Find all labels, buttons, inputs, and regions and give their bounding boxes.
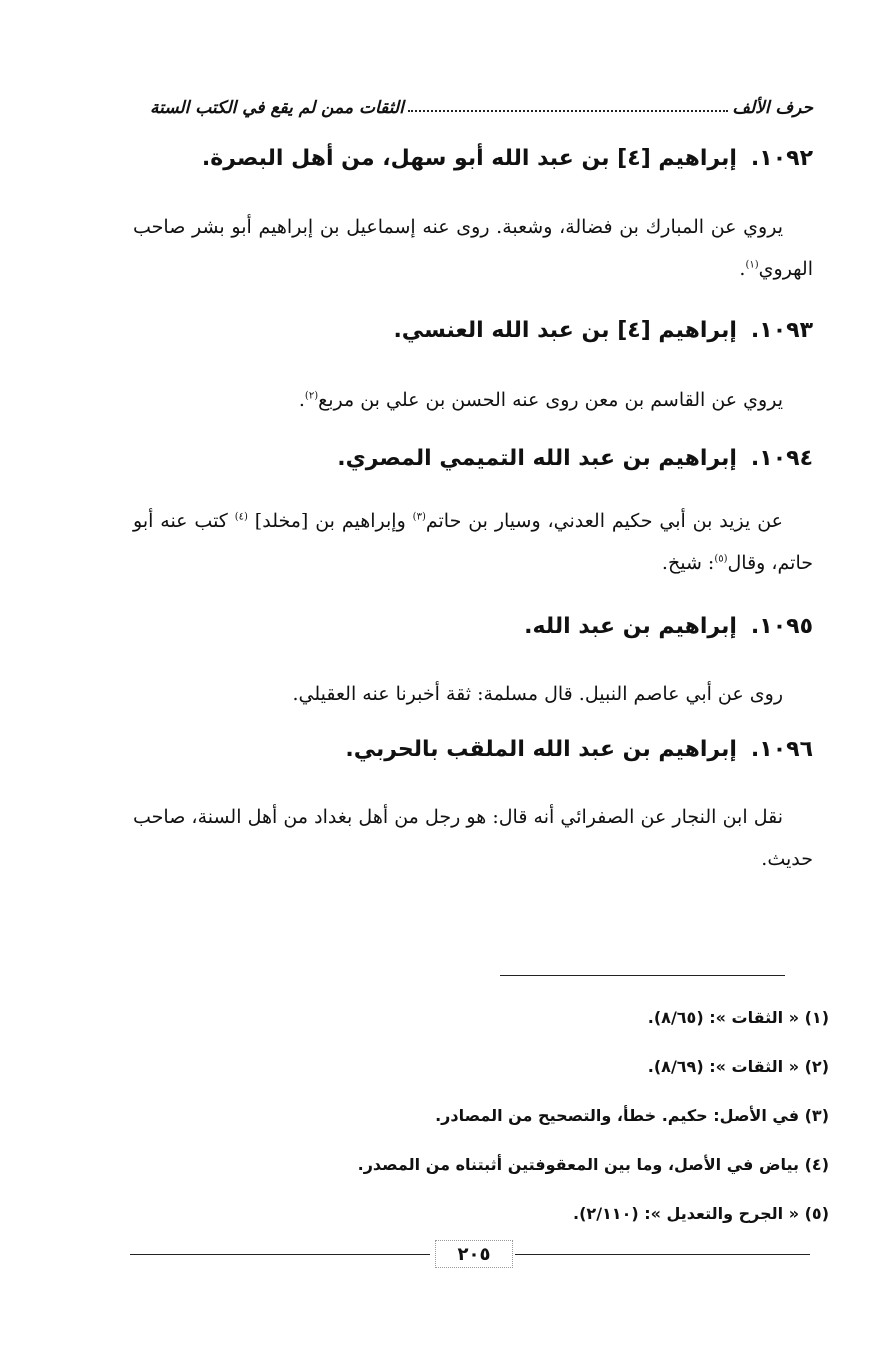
footnote-separator <box>500 975 785 976</box>
footnote-ref: (٢) <box>304 390 319 402</box>
entry-title: إبراهيم بن عبد الله التميمي المصري. <box>337 446 737 471</box>
running-head-dots <box>408 110 729 112</box>
entry-number: ١٠٩٦. <box>750 737 813 762</box>
entry-body <box>133 379 813 421</box>
entry-title: إبراهيم [٤] بن عبد الله أبو سهل، من أهل البصرة. <box>201 146 737 171</box>
entry-text: عن يزيد بن أبي حكيم العدني، وسيار بن حاتم <box>425 510 783 532</box>
entry-body <box>133 796 813 880</box>
entry-title: إبراهيم [٤] بن عبد الله العنسي. <box>393 318 737 343</box>
entry-heading <box>345 737 813 762</box>
footnote-4: (٤) بياض في الأصل، وما بين المعقوفتين أثبتناه من المصدر. <box>357 1155 829 1174</box>
entry-text: كتب عنه أبو حاتم، وقال <box>133 510 813 574</box>
page-number: ٢٠٥ <box>435 1240 513 1268</box>
entry-text-end: : شيخ. <box>661 552 715 574</box>
entry-text-end: . <box>739 258 746 280</box>
entry-text: وإبراهيم بن [مخلد] <box>247 510 413 532</box>
entry-number: ١٠٩٢. <box>750 146 813 171</box>
footer-rule-left <box>130 1254 430 1255</box>
footnote-ref: (٣) <box>412 511 426 523</box>
entry-number: ١٠٩٣. <box>750 318 813 343</box>
footnote-ref: (١) <box>745 259 759 271</box>
footnote-ref: (٤) <box>234 511 248 523</box>
entry-number: ١٠٩٤. <box>750 446 813 471</box>
footnote-3: (٣) في الأصل: حكيم. خطأ، والتصحيح من المصادر. <box>435 1106 829 1125</box>
running-head <box>150 88 813 118</box>
entry-title: إبراهيم بن عبد الله. <box>524 614 737 639</box>
footnote-ref: (٥) <box>714 553 728 565</box>
footer-rule-right <box>515 1254 810 1255</box>
entry-text: يروي عن المبارك بن فضالة، وشعبة. روى عنه إسماعيل بن إبراهيم أبو بشر صاحب الهروي <box>133 216 813 280</box>
entry-body <box>133 673 813 715</box>
entry-body <box>133 206 813 290</box>
running-head-book-title: الثقات ممن لم يقع في الكتب الستة <box>150 98 404 118</box>
footnotes <box>129 993 829 1238</box>
running-head-letter: حرف الألف <box>732 98 813 118</box>
entry-title: إبراهيم بن عبد الله الملقب بالحربي. <box>345 737 737 762</box>
entry-number: ١٠٩٥. <box>750 614 813 639</box>
entry-text: يروي عن القاسم بن معن روى عنه الحسن بن علي بن مربع <box>318 389 783 411</box>
entry-text-end: . <box>298 389 305 411</box>
entry-heading <box>202 146 813 171</box>
page-footer <box>130 1240 810 1270</box>
entry-body <box>133 500 813 584</box>
entry-text: نقل ابن النجار عن الصفرائي أنه قال: هو رجل من أهل بغداد من أهل السنة، صاحب حديث. <box>133 806 813 870</box>
entry-heading <box>393 318 813 343</box>
entry-heading <box>524 614 813 639</box>
footnote-2: (٢) « الثقات »: (٨/٦٩). <box>647 1057 829 1076</box>
entry-text: روى عن أبي عاصم النبيل. قال مسلمة: ثقة أخبرنا عنه العقيلي. <box>292 683 783 705</box>
footnote-1: (١) « الثقات »: (٨/٦٥). <box>647 1008 829 1027</box>
entry-heading <box>337 446 813 471</box>
footnote-5: (٥) « الجرح والتعديل »: (٢/١١٠). <box>573 1204 829 1223</box>
